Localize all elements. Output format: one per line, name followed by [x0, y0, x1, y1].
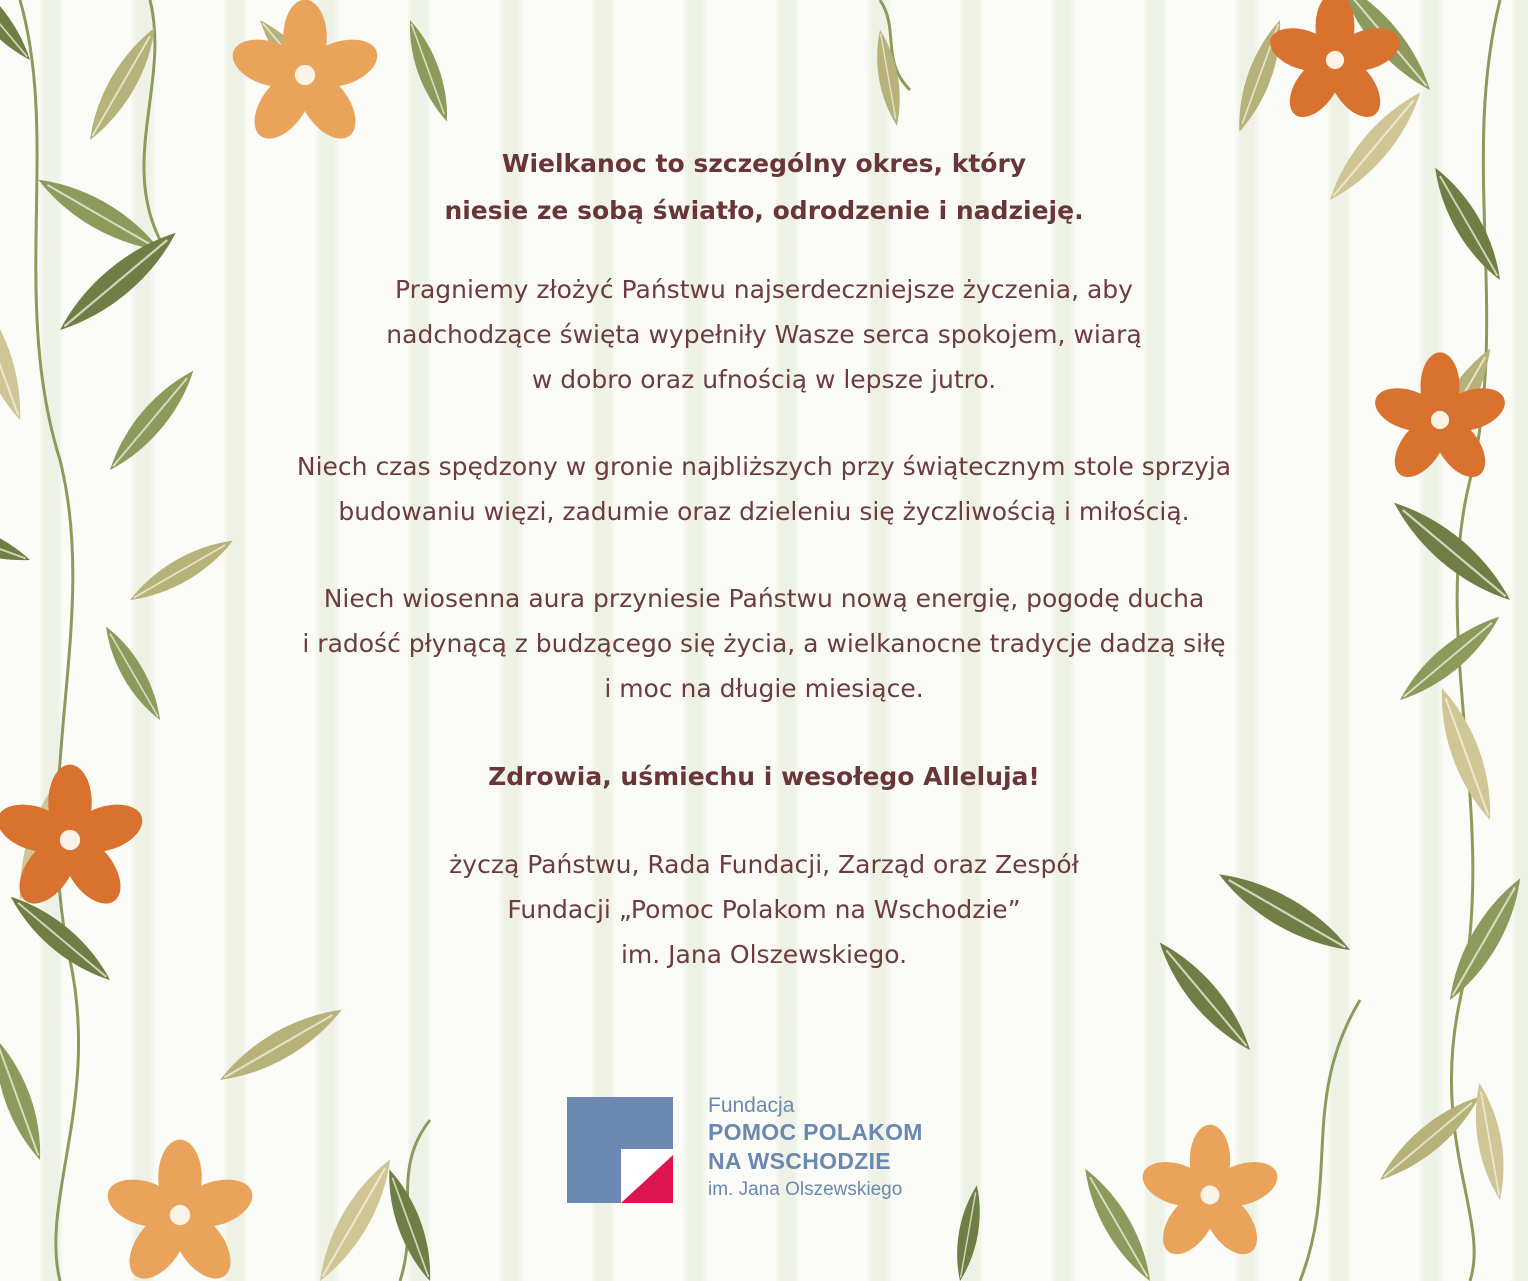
- paragraph-line: budowaniu więzi, zadumie oraz dzieleniu się życzliwością i miłością.: [338, 497, 1190, 526]
- greeting-paragraph-spring: [214, 576, 1314, 711]
- greeting-paragraph-family: [214, 444, 1314, 534]
- logo-line-pomoc-polakom: POMOC POLAKOM: [708, 1119, 923, 1145]
- paragraph-line: nadchodzące święta wypełniły Wasze serca spokojem, wiarą: [386, 320, 1142, 349]
- foundation-logo: [567, 1093, 987, 1205]
- signature-line: im. Jana Olszewskiego.: [620, 940, 908, 969]
- logo-line-patron: im. Jana Olszewskiego: [708, 1179, 903, 1200]
- greeting-signature: [214, 842, 1314, 977]
- paragraph-line: w dobro oraz ufnością w lepsze jutro.: [531, 365, 997, 394]
- paragraph-line: Pragniemy złożyć Państwu najserdeczniejsze życzenia, aby: [395, 275, 1133, 304]
- greeting-closing: Zdrowia, uśmiechu i wesołego Alleluja!: [488, 762, 1040, 791]
- greeting-heading: [214, 140, 1314, 234]
- greeting-paragraph-wishes: [214, 267, 1314, 402]
- logo-wordmark: [708, 1093, 923, 1203]
- paragraph-line: Niech wiosenna aura przyniesie Państwu nową energię, pogodę ducha: [323, 584, 1205, 613]
- logo-flag-icon: [621, 1149, 673, 1203]
- heading-line: niesie ze sobą światło, odrodzenie i nadzieję.: [444, 196, 1084, 225]
- logo-line-fundacja: Fundacja: [708, 1094, 795, 1117]
- signature-line: Fundacji „Pomoc Polakom na Wschodzie”: [507, 895, 1021, 924]
- paragraph-line: i moc na długie miesiące.: [604, 674, 924, 703]
- logo-line-na-wschodzie: NA WSCHODZIE: [708, 1148, 891, 1174]
- paragraph-line: Niech czas spędzony w gronie najbliższych przy świątecznym stole sprzyja: [296, 452, 1232, 481]
- paragraph-line: i radość płynącą z budzącego się życia, a wielkanocne tradycje dadzą siłę: [302, 629, 1226, 658]
- signature-line: życzą Państwu, Rada Fundacji, Zarząd oraz Zespół: [449, 850, 1079, 879]
- heading-line: Wielkanoc to szczególny okres, który: [501, 149, 1027, 178]
- easter-greeting: [214, 140, 1314, 977]
